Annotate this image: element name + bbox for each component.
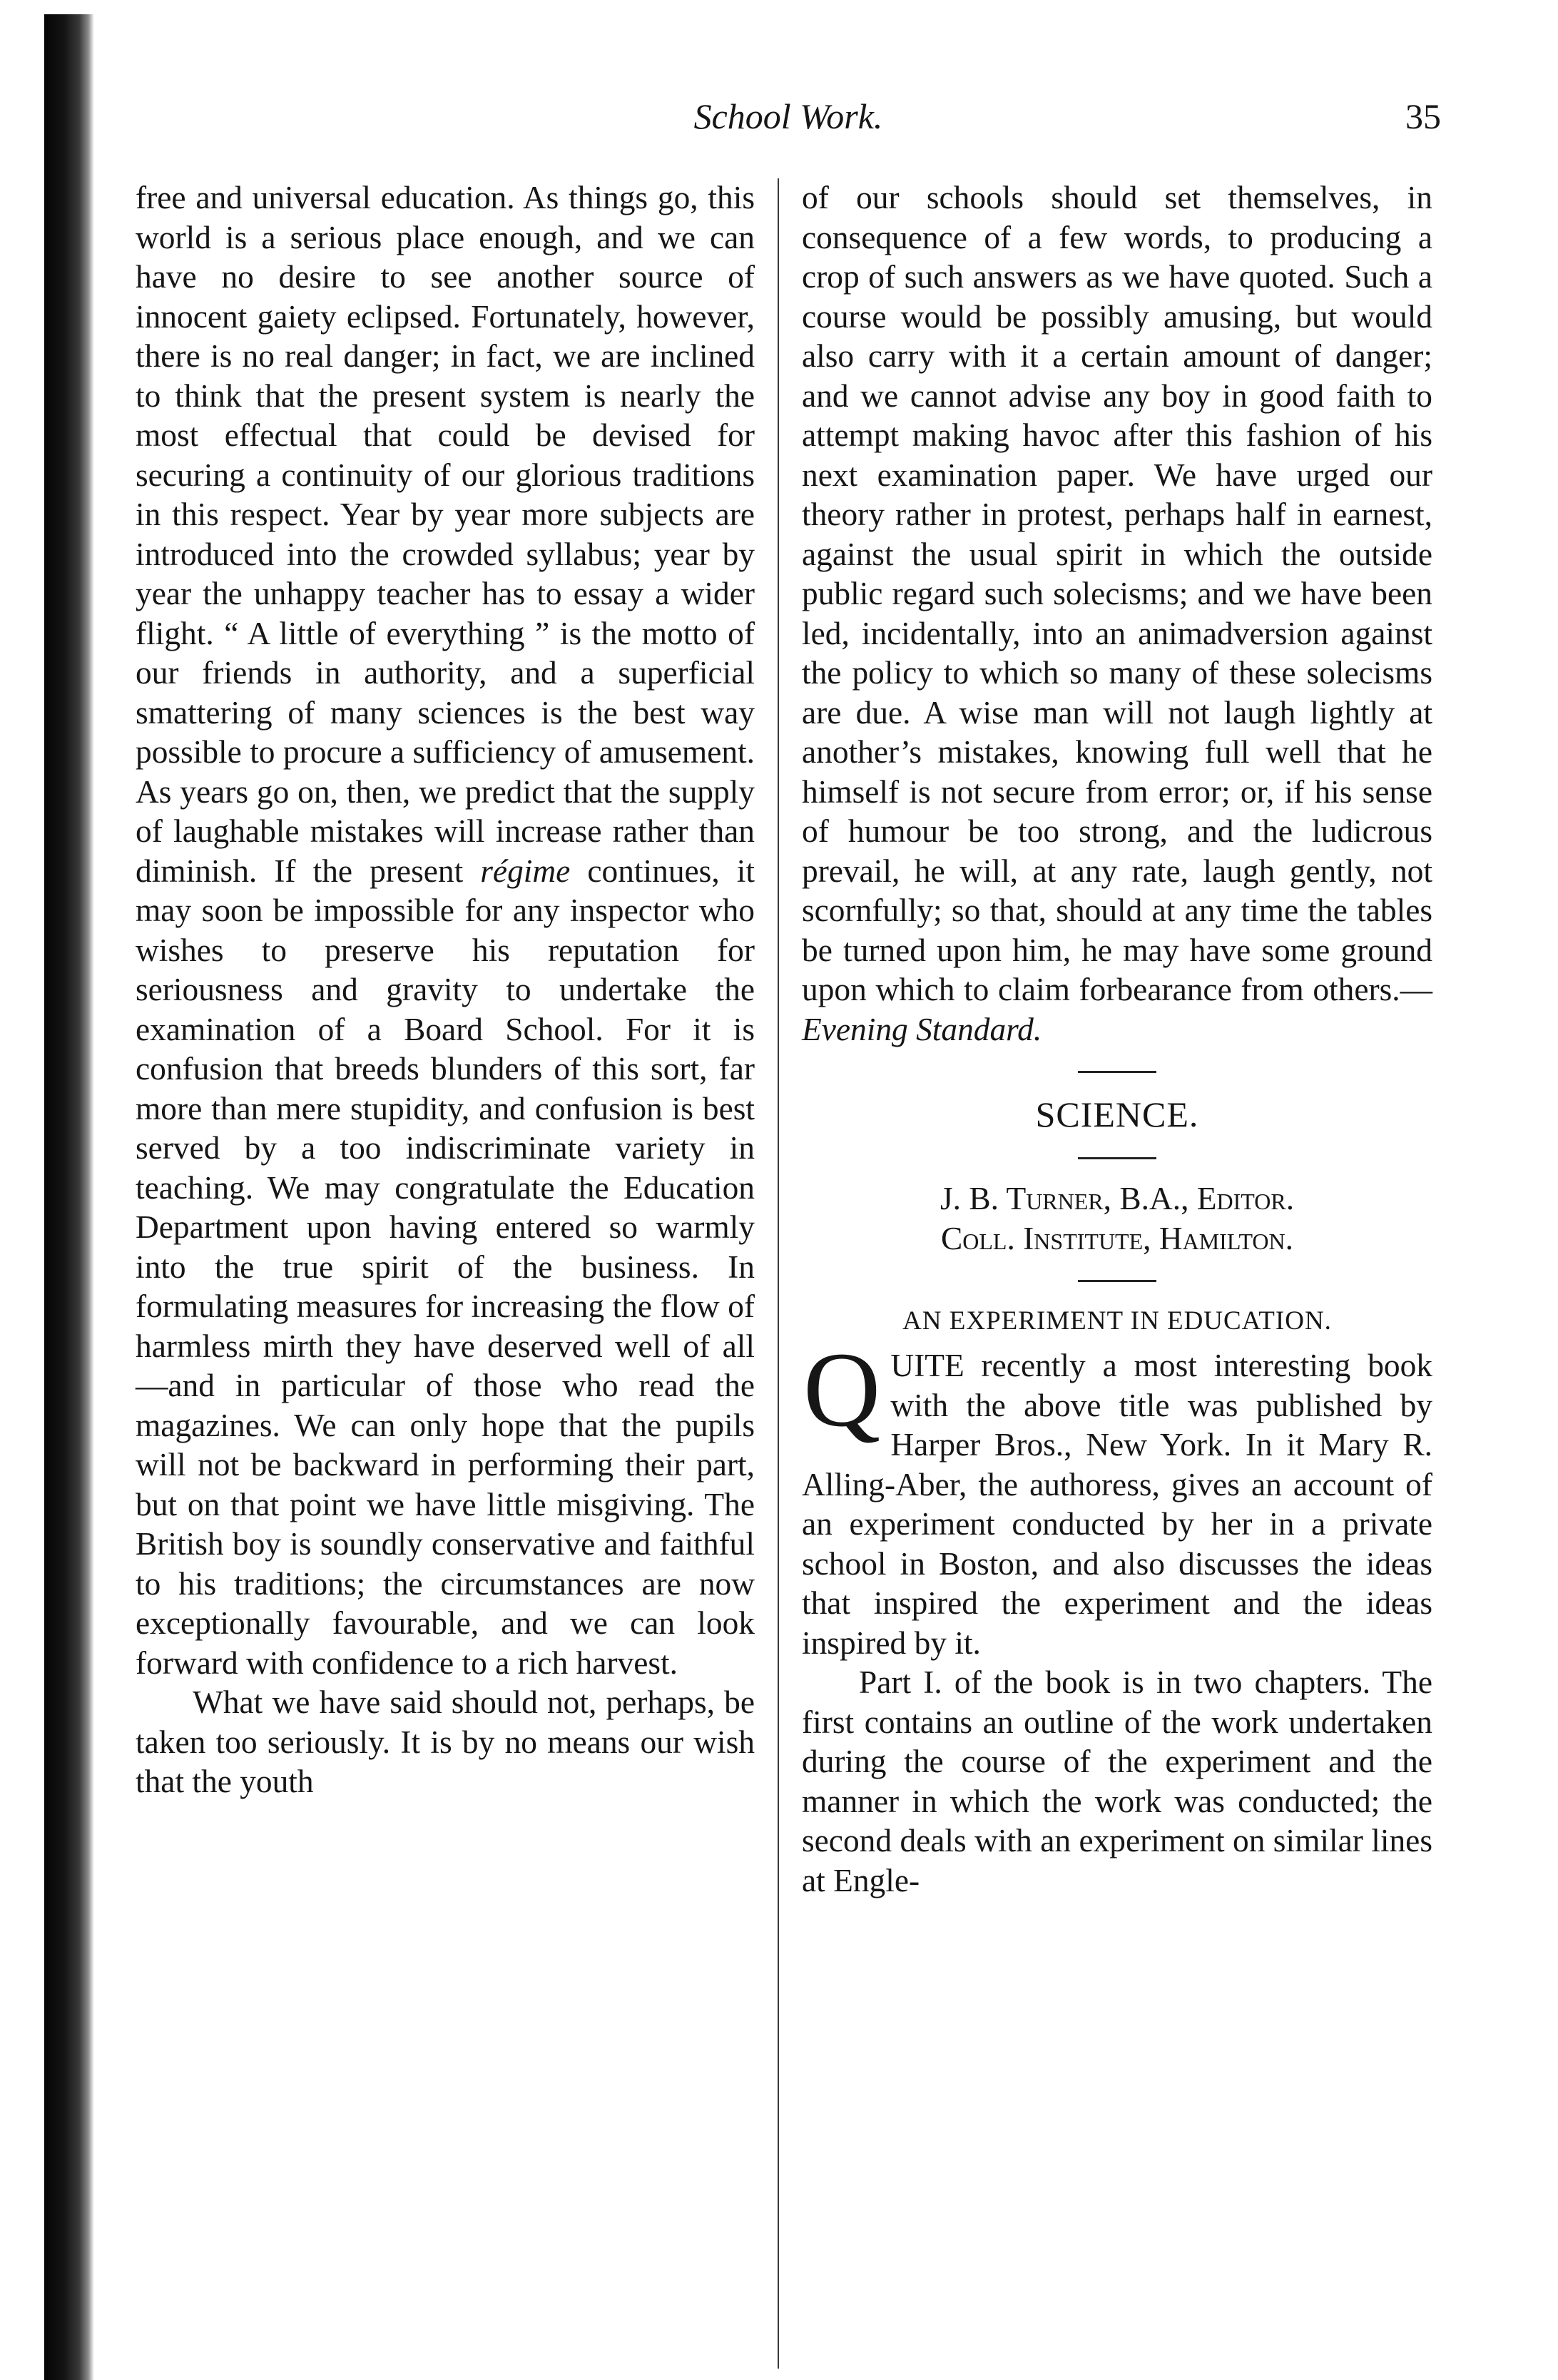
paragraph-intro: QUITE recently a most interesting book with the above title was published by Harper Bros., New York. In it Mary R. Alling-Aber, the authoress, gives an account of an experiment conducted by her in a private school in Boston, and also discusses the ideas that inspired the experiment and the ideas inspired by it.: [802, 1331, 1432, 1661]
paragraph-caveat: What we have said should not, perhaps, be taken too seriously. It is by no means our wish that the youth: [136, 1684, 755, 1799]
page-number: 35: [1405, 96, 1441, 136]
drop-cap: Q: [803, 1331, 881, 1449]
section-heading: SCIENCE.: [1035, 1094, 1199, 1134]
paragraph-education: free and universal education. As things go, this world is a serious place enough, and we can have no desire to see another source of innocent gaiety eclipsed. Fortunately, however, there is no real danger; in fact, we are inclined to think that the present system is nearly the most effectual that could be devised for securing a continuity of our glorious traditions in this respect. Year by year more subjects are introduced into the crowded syllabus; year by year the unhappy teacher has to essay a wider flight. “ A little of everything ” is the motto of our friends in authority, and a superficial smattering of many sciences is the best way possible to procure a sufficiency of amusement. As years go on, then, we predict that the supply of laughable mistakes will increase rather than diminish. If the present régime continues, it may soon be impossible for any inspector who wishes to preserve his reputation for seriousness and gravity to undertake the examination of a Board School. For it is confusion that breeds blunders of this sort, far more than mere stupidity, and confusion is best served by a too indiscriminate variety in teaching. We may congratulate the Education Department upon having entered so warmly into the true spirit of the business. In formulating measures for increasing the flow of harmless mirth they have deserved well of all—and in particular of those who read the magazines. We can only hope that the pupils will not be backward in performing their part, but on that point we have little misgiving. The British boy is soundly conservative and faithful to his traditions; the circumstances are now exceptionally favourable, and we can look forward with confidence to a rich harvest.: [136, 180, 755, 1681]
article-title: AN EXPERIMENT IN EDUCATION.: [902, 1306, 1332, 1336]
institute-line: Coll. Institute, Hamilton.: [941, 1220, 1293, 1256]
paragraph-conclusion: of our schools should set themselves, in consequence of a few words, to producing a crop of such answers as we have quoted. Such a course would be possibly amusing, but would also carry with it a certain amount of danger; and we cannot advise any boy in good faith to attempt making havoc after this fashion of his next examination paper. We have urged our theory rather in protest, perhaps half in earnest, against the usual spirit in which the outside public regard such solecisms; and we have been led, incidentally, into an animadversion against the policy to which so many of these solecisms are due. A wise man will not laugh lightly at another’s mistakes, knowing full well that he himself is not secure from error; or, if his sense of humour be too strong, and the ludicrous prevail, he will, at any rate, laugh gently, not scornfully; so that, should at any time the tables be turned upon him, he may have some ground upon which to claim forbearance from others.—Evening Standard.: [802, 180, 1432, 1047]
section-rule-middle: [1078, 1157, 1156, 1159]
section-rule-top: [1078, 1071, 1156, 1073]
left-column: [136, 178, 755, 1802]
regime-emphasis: régime: [480, 853, 571, 889]
source-citation: Evening Standard.: [802, 1011, 1042, 1047]
page-header: [136, 91, 1441, 141]
section-rule-bottom: [1078, 1280, 1156, 1282]
editor-line: J. B. Turner, B.A., Editor.: [940, 1181, 1295, 1216]
column-divider: [778, 178, 779, 2369]
running-title: School Work.: [693, 96, 883, 136]
paragraph-part-one: Part I. of the book is in two chapters. The first contains an outline of the work undertaken during the course of the experiment and the manner in which the work was conducted; the second deals with an experiment on similar lines at Engle-: [802, 1664, 1432, 1898]
right-column: [802, 178, 1432, 1901]
book-binding-edge: [44, 14, 94, 2380]
